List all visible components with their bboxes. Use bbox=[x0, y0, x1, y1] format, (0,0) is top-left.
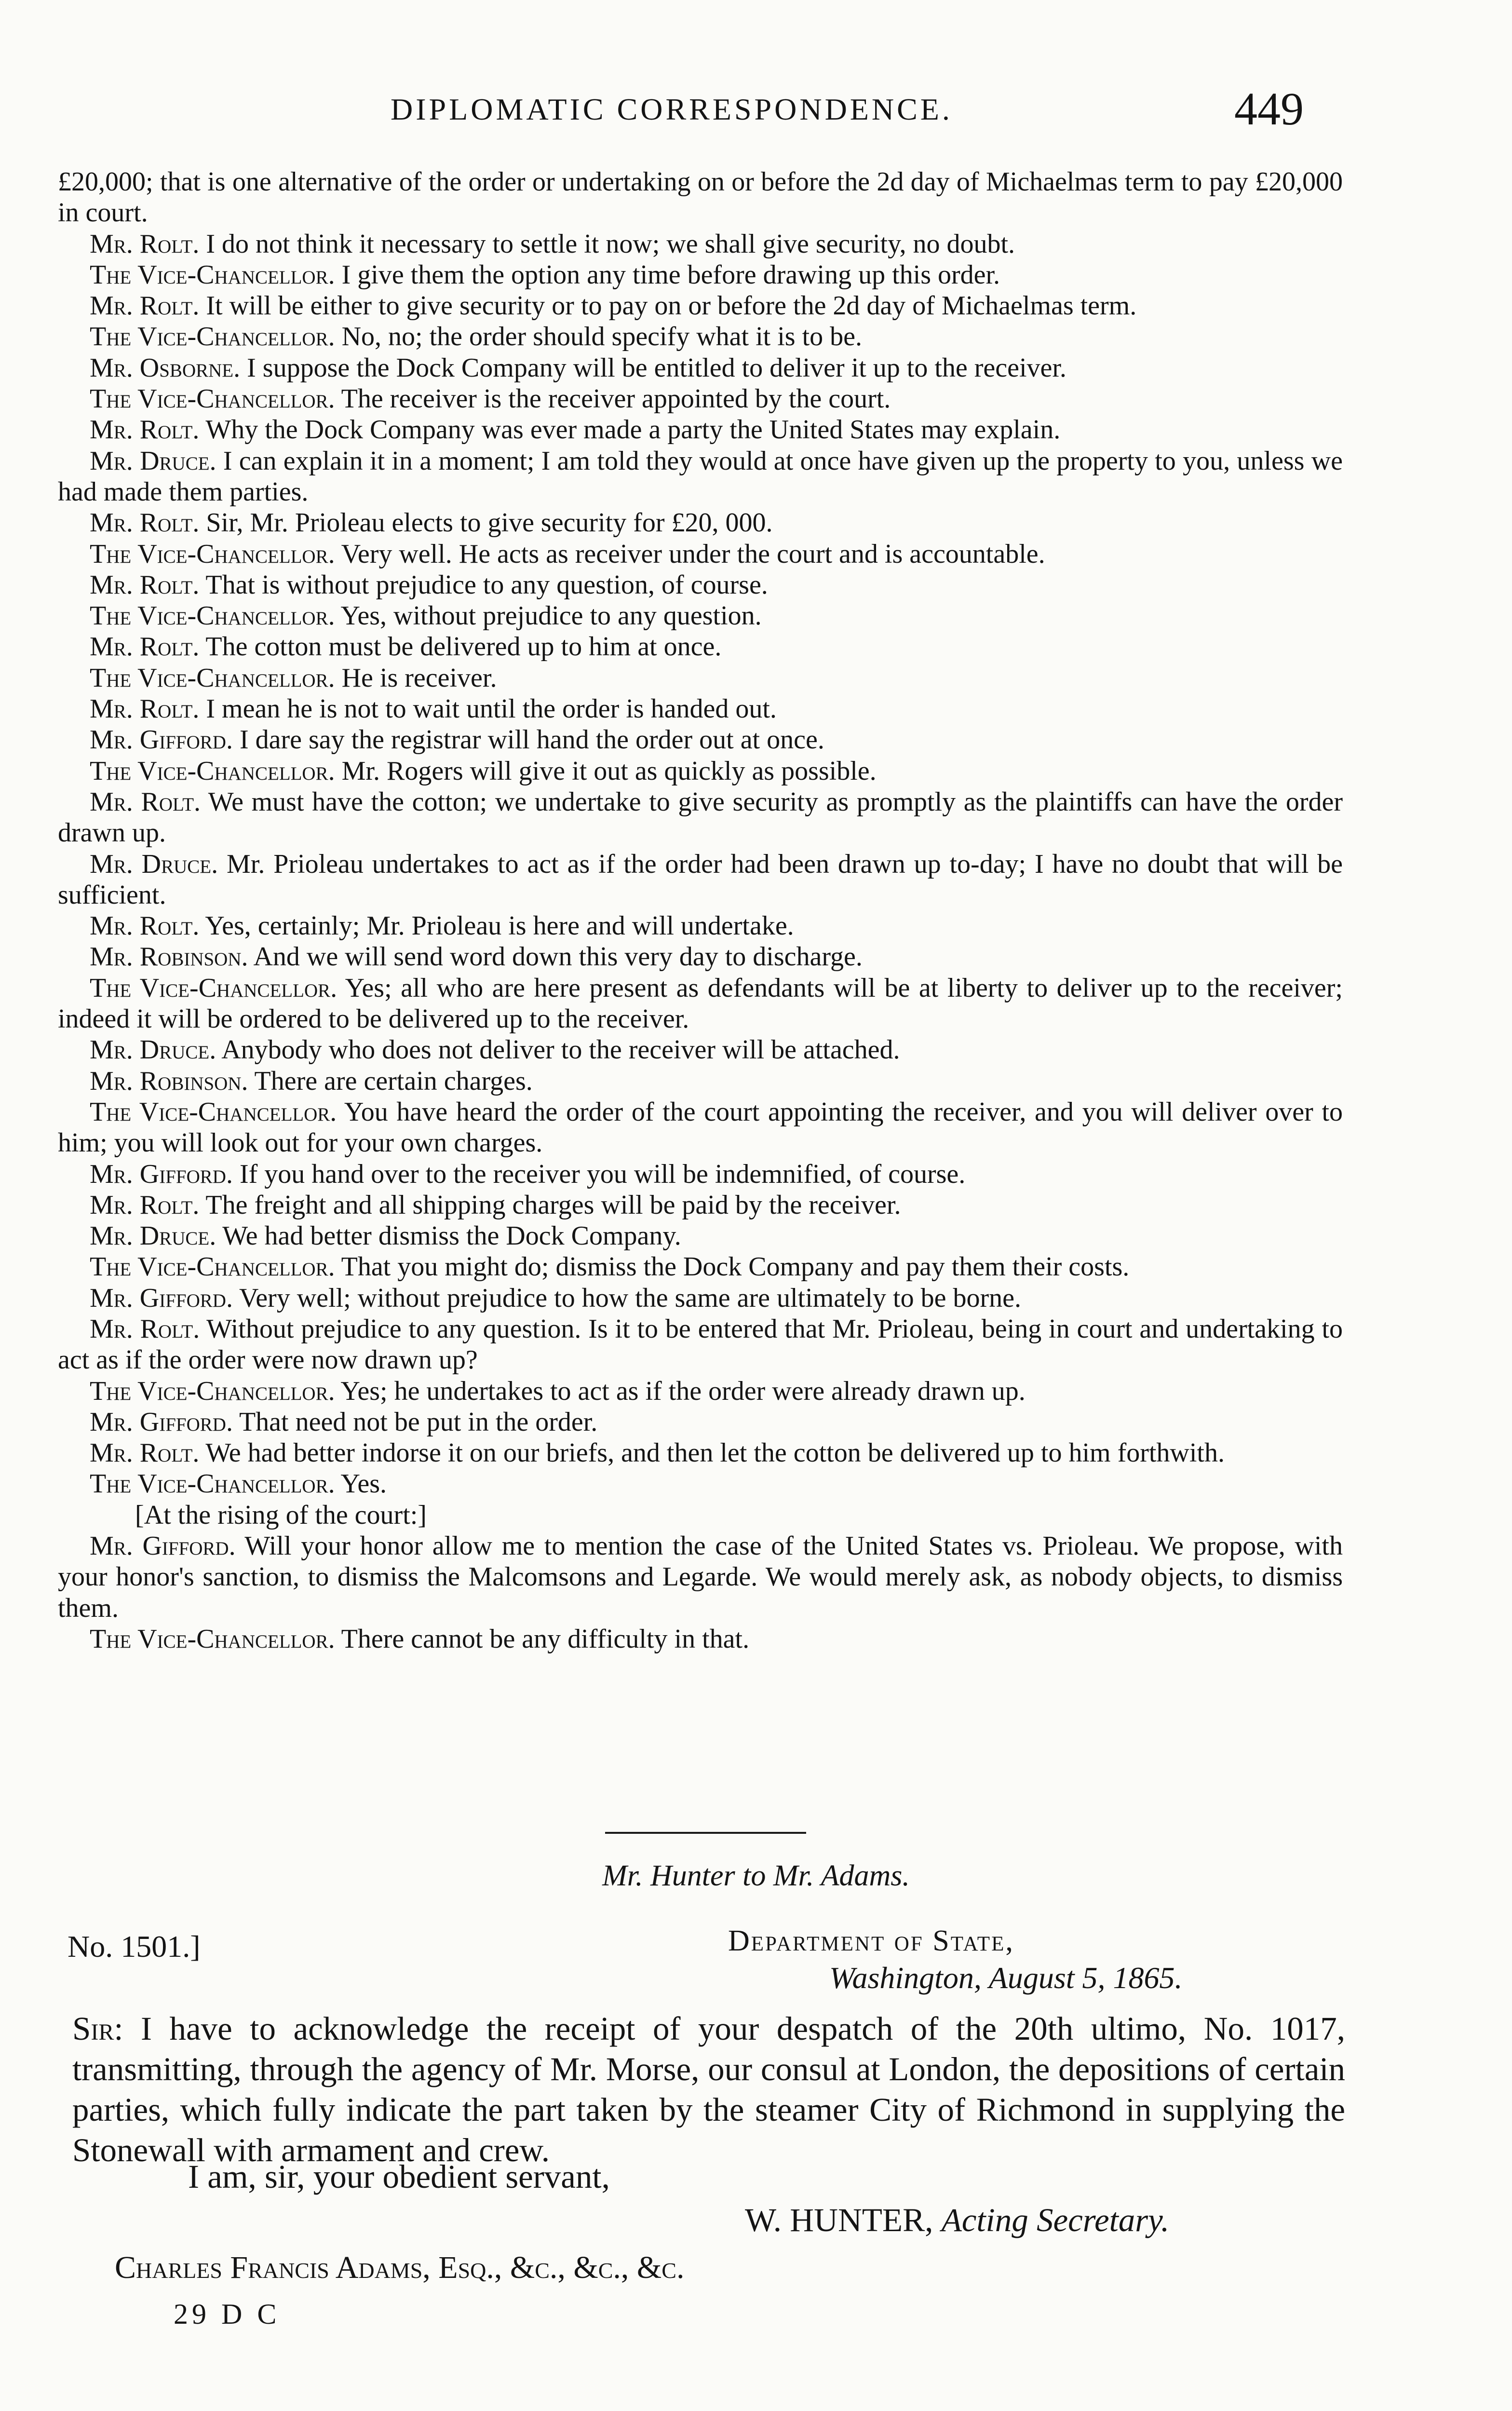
page-header bbox=[0, 72, 1512, 149]
speech-text: You have heard the order of the court appointing the receiver, and you will deliver over to him; you will look out for your own charges. bbox=[58, 1097, 1343, 1158]
speech-text: He is receiver. bbox=[341, 663, 497, 693]
speech-text: We had better dismiss the Dock Company. bbox=[222, 1221, 681, 1251]
speech-text: The receiver is the receiver appointed by the court. bbox=[341, 384, 891, 414]
transcript-paragraph bbox=[58, 539, 1343, 569]
signature-name: W. HUNTER, bbox=[745, 2202, 933, 2238]
transcript-paragraph bbox=[58, 290, 1343, 321]
signature-title: Acting Secretary. bbox=[941, 2202, 1170, 2238]
running-title: DIPLOMATIC CORRESPONDENCE. bbox=[391, 92, 953, 126]
printer-signature-mark: 29 D C bbox=[174, 2298, 281, 2330]
speech-text: We must have the cotton; we undertake to give security as promptly as the plaintiffs can have the order drawn up. bbox=[58, 786, 1343, 848]
speaker-name: Mr. Rolt. bbox=[90, 911, 200, 941]
transcript-paragraph bbox=[58, 663, 1343, 693]
transcript-paragraph bbox=[58, 414, 1343, 445]
letter-number: No. 1501.] bbox=[68, 1929, 201, 1964]
speech-text: The freight and all shipping charges will be paid by the receiver. bbox=[205, 1190, 901, 1220]
transcript-paragraph bbox=[58, 321, 1343, 352]
transcript-paragraph bbox=[58, 229, 1343, 259]
letter-body bbox=[72, 2008, 1345, 2170]
transcript-paragraph bbox=[58, 693, 1343, 724]
transcript-paragraph bbox=[58, 1624, 1343, 1654]
letter-salutation: Sir: bbox=[72, 2010, 123, 2047]
speaker-name: Mr. Druce. bbox=[90, 1221, 216, 1251]
page-number: 449 bbox=[1234, 83, 1304, 135]
transcript-paragraph bbox=[58, 786, 1343, 849]
transcript-paragraph bbox=[58, 756, 1343, 786]
transcript-paragraph bbox=[58, 1407, 1343, 1437]
transcript-paragraph bbox=[58, 910, 1343, 941]
speech-text: Why the Dock Company was ever made a party the United States may explain. bbox=[205, 415, 1061, 445]
speaker-name: The Vice-Chancellor. bbox=[90, 1252, 335, 1282]
transcript-paragraph bbox=[58, 1283, 1343, 1314]
department-name: Department of State, bbox=[728, 1924, 1014, 1957]
transcript-paragraph bbox=[58, 1066, 1343, 1097]
speech-text: If you hand over to the receiver you will be indemnified, of course. bbox=[239, 1159, 966, 1189]
speaker-name: Mr. Rolt. bbox=[90, 415, 200, 445]
speaker-name: The Vice-Chancellor. bbox=[90, 601, 335, 631]
speech-text: No, no; the order should specify what it is to be. bbox=[341, 322, 862, 352]
speech-text: The cotton must be delivered up to him at once. bbox=[205, 632, 722, 662]
speech-text: I can explain it in a moment; I am told they would at once have given up the property to you, unless we had made them parties. bbox=[58, 446, 1343, 507]
speaker-name: Mr. Rolt. bbox=[90, 508, 200, 538]
speech-text: Yes, without prejudice to any question. bbox=[340, 601, 762, 631]
transcript-paragraph bbox=[58, 1314, 1343, 1376]
letter-closing: I am, sir, your obedient servant, bbox=[188, 2158, 610, 2195]
speaker-name: Mr. Gifford. bbox=[90, 1407, 233, 1437]
transcript-paragraph bbox=[58, 724, 1343, 755]
speech-text: Without prejudice to any question. Is it to be entered that Mr. Prioleau, being in court and undertaking to act as if the order were now drawn up? bbox=[58, 1314, 1343, 1375]
letter-paragraph bbox=[72, 2008, 1345, 2170]
speech-text: I give them the option any time before drawing up this order. bbox=[341, 259, 1000, 290]
speaker-name: Mr. Rolt. bbox=[90, 229, 200, 259]
letter-heading: Mr. Hunter to Mr. Adams. bbox=[602, 1859, 910, 1892]
speech-text: We had better indorse it on our briefs, and then let the cotton be delivered up to him forthwith. bbox=[205, 1438, 1225, 1468]
speech-text: That is without prejudice to any question, of course. bbox=[205, 569, 768, 600]
speech-text: I suppose the Dock Company will be entitled to deliver it up to the receiver. bbox=[247, 352, 1066, 383]
speaker-name: Mr. Rolt. bbox=[90, 694, 200, 724]
transcript-paragraph bbox=[58, 631, 1343, 662]
transcript-paragraph bbox=[58, 849, 1343, 911]
speaker-name: Mr. Osborne. bbox=[90, 352, 241, 383]
transcript-paragraph bbox=[58, 383, 1343, 414]
speaker-name: Mr. Gifford. bbox=[90, 1531, 236, 1561]
speech-text: I mean he is not to wait until the order is handed out. bbox=[206, 694, 777, 724]
speaker-name: Mr. Rolt. bbox=[90, 569, 200, 600]
transcript-paragraph bbox=[58, 166, 1343, 229]
speech-text: [At the rising of the court:] bbox=[135, 1500, 427, 1530]
speaker-name: Mr. Rolt. bbox=[90, 786, 201, 817]
transcript-paragraph bbox=[58, 446, 1343, 508]
transcript-paragraph bbox=[58, 973, 1343, 1035]
speaker-name: The Vice-Chancellor. bbox=[90, 259, 335, 290]
speech-text: Sir, Mr. Prioleau elects to give security for £20, 000. bbox=[206, 508, 773, 538]
transcript-paragraph bbox=[58, 507, 1343, 538]
transcript-paragraph bbox=[58, 1034, 1343, 1065]
speaker-name: The Vice-Chancellor. bbox=[90, 663, 335, 693]
speaker-name: The Vice-Chancellor. bbox=[90, 322, 335, 352]
court-transcript bbox=[58, 166, 1343, 1654]
speaker-name: Mr. Rolt. bbox=[90, 1314, 200, 1344]
speech-text: That need not be put in the order. bbox=[239, 1407, 598, 1437]
speech-text: Yes, certainly; Mr. Prioleau is here and will undertake. bbox=[205, 911, 794, 941]
speech-text: Yes. bbox=[340, 1469, 387, 1499]
transcript-paragraph bbox=[58, 1376, 1343, 1407]
speech-text: It will be either to give security or to pay on or before the 2d day of Michaelmas term. bbox=[206, 291, 1137, 321]
speaker-name: The Vice-Chancellor. bbox=[90, 1469, 335, 1499]
addressee: Charles Francis Adams, Esq., &c., &c., &c. bbox=[115, 2250, 685, 2285]
speaker-name: Mr. Gifford. bbox=[90, 725, 233, 755]
speech-text: I dare say the registrar will hand the order out at once. bbox=[239, 725, 824, 755]
transcript-paragraph bbox=[58, 1190, 1343, 1220]
speech-text: Will your honor allow me to mention the case of the United States vs. Prioleau. We propose, with your honor's sanction, to dismiss the Malcomsons and Legarde. We would merely ask, as nobody objects, to dismiss them. bbox=[58, 1531, 1343, 1623]
speech-text: Mr. Prioleau undertakes to act as if the order had been drawn up to-day; I have no doubt that will be sufficient. bbox=[58, 849, 1343, 910]
letter-dateline: Washington, August 5, 1865. bbox=[829, 1961, 1183, 1995]
speech-text: £20,000; that is one alternative of the order or undertaking on or before the 2d day of Michaelmas term to pay £20,000 in court. bbox=[58, 167, 1343, 228]
speaker-name: Mr. Rolt. bbox=[90, 1438, 200, 1468]
speaker-name: Mr. Robinson. bbox=[90, 1066, 248, 1096]
speech-text: Mr. Rogers will give it out as quickly as possible. bbox=[341, 756, 877, 786]
speaker-name: Mr. Rolt. bbox=[90, 291, 200, 321]
speaker-name: The Vice-Chancellor. bbox=[90, 756, 335, 786]
letter-text: I have to acknowledge the receipt of your despatch of the 20th ultimo, No. 1017, transmitting, through the agency of Mr. Morse, our consul at London, the depositions of certain parties, which fully indicate the part taken by the steamer City of Richmond in supplying the Stonewall with armament and crew. bbox=[72, 2010, 1345, 2168]
transcript-paragraph bbox=[58, 600, 1343, 631]
speaker-name: Mr. Gifford. bbox=[90, 1159, 233, 1189]
speech-text: That you might do; dismiss the Dock Company and pay them their costs. bbox=[341, 1252, 1130, 1282]
speaker-name: The Vice-Chancellor. bbox=[90, 973, 338, 1003]
transcript-paragraph bbox=[58, 1097, 1343, 1159]
speaker-name: The Vice-Chancellor. bbox=[90, 384, 335, 414]
transcript-paragraph bbox=[58, 352, 1343, 383]
transcript-paragraph bbox=[58, 1251, 1343, 1282]
speaker-name: Mr. Druce. bbox=[90, 849, 218, 879]
transcript-paragraph bbox=[58, 1500, 1343, 1531]
speaker-name: Mr. Rolt. bbox=[90, 632, 200, 662]
transcript-paragraph bbox=[58, 1220, 1343, 1251]
speech-text: Yes; he undertakes to act as if the order were already drawn up. bbox=[340, 1376, 1026, 1406]
speech-text: Very well. He acts as receiver under the court and is accountable. bbox=[341, 539, 1045, 569]
speaker-name: The Vice-Chancellor. bbox=[90, 1097, 337, 1127]
transcript-paragraph bbox=[58, 569, 1343, 600]
transcript-paragraph bbox=[58, 1468, 1343, 1499]
speech-text: Very well; without prejudice to how the same are ultimately to be borne. bbox=[239, 1283, 1021, 1313]
transcript-paragraph bbox=[58, 1437, 1343, 1468]
transcript-paragraph bbox=[58, 1159, 1343, 1190]
speech-text: And we will send word down this very day to discharge. bbox=[253, 942, 863, 972]
transcript-paragraph bbox=[58, 259, 1343, 290]
speaker-name: The Vice-Chancellor. bbox=[90, 539, 335, 569]
speaker-name: The Vice-Chancellor. bbox=[90, 1624, 335, 1654]
speech-text: There are certain charges. bbox=[254, 1066, 533, 1096]
speaker-name: Mr. Gifford. bbox=[90, 1283, 233, 1313]
speaker-name: Mr. Druce. bbox=[90, 446, 216, 476]
transcript-paragraph bbox=[58, 1531, 1343, 1624]
transcript-paragraph bbox=[58, 941, 1343, 972]
speaker-name: Mr. Druce. bbox=[90, 1035, 216, 1065]
speaker-name: Mr. Robinson. bbox=[90, 942, 248, 972]
speaker-name: Mr. Rolt. bbox=[90, 1190, 200, 1220]
speech-text: I do not think it necessary to settle it now; we shall give security, no doubt. bbox=[206, 229, 1015, 259]
speech-text: Yes; all who are here present as defendants will be at liberty to deliver up to the receiver; indeed it will be ordered to be delivered up to the receiver. bbox=[58, 973, 1343, 1034]
speech-text: Anybody who does not deliver to the receiver will be attached. bbox=[221, 1035, 900, 1065]
speaker-name: The Vice-Chancellor. bbox=[90, 1376, 335, 1406]
signature bbox=[745, 2201, 1169, 2239]
section-divider bbox=[605, 1832, 806, 1834]
speech-text: There cannot be any difficulty in that. bbox=[341, 1624, 750, 1654]
